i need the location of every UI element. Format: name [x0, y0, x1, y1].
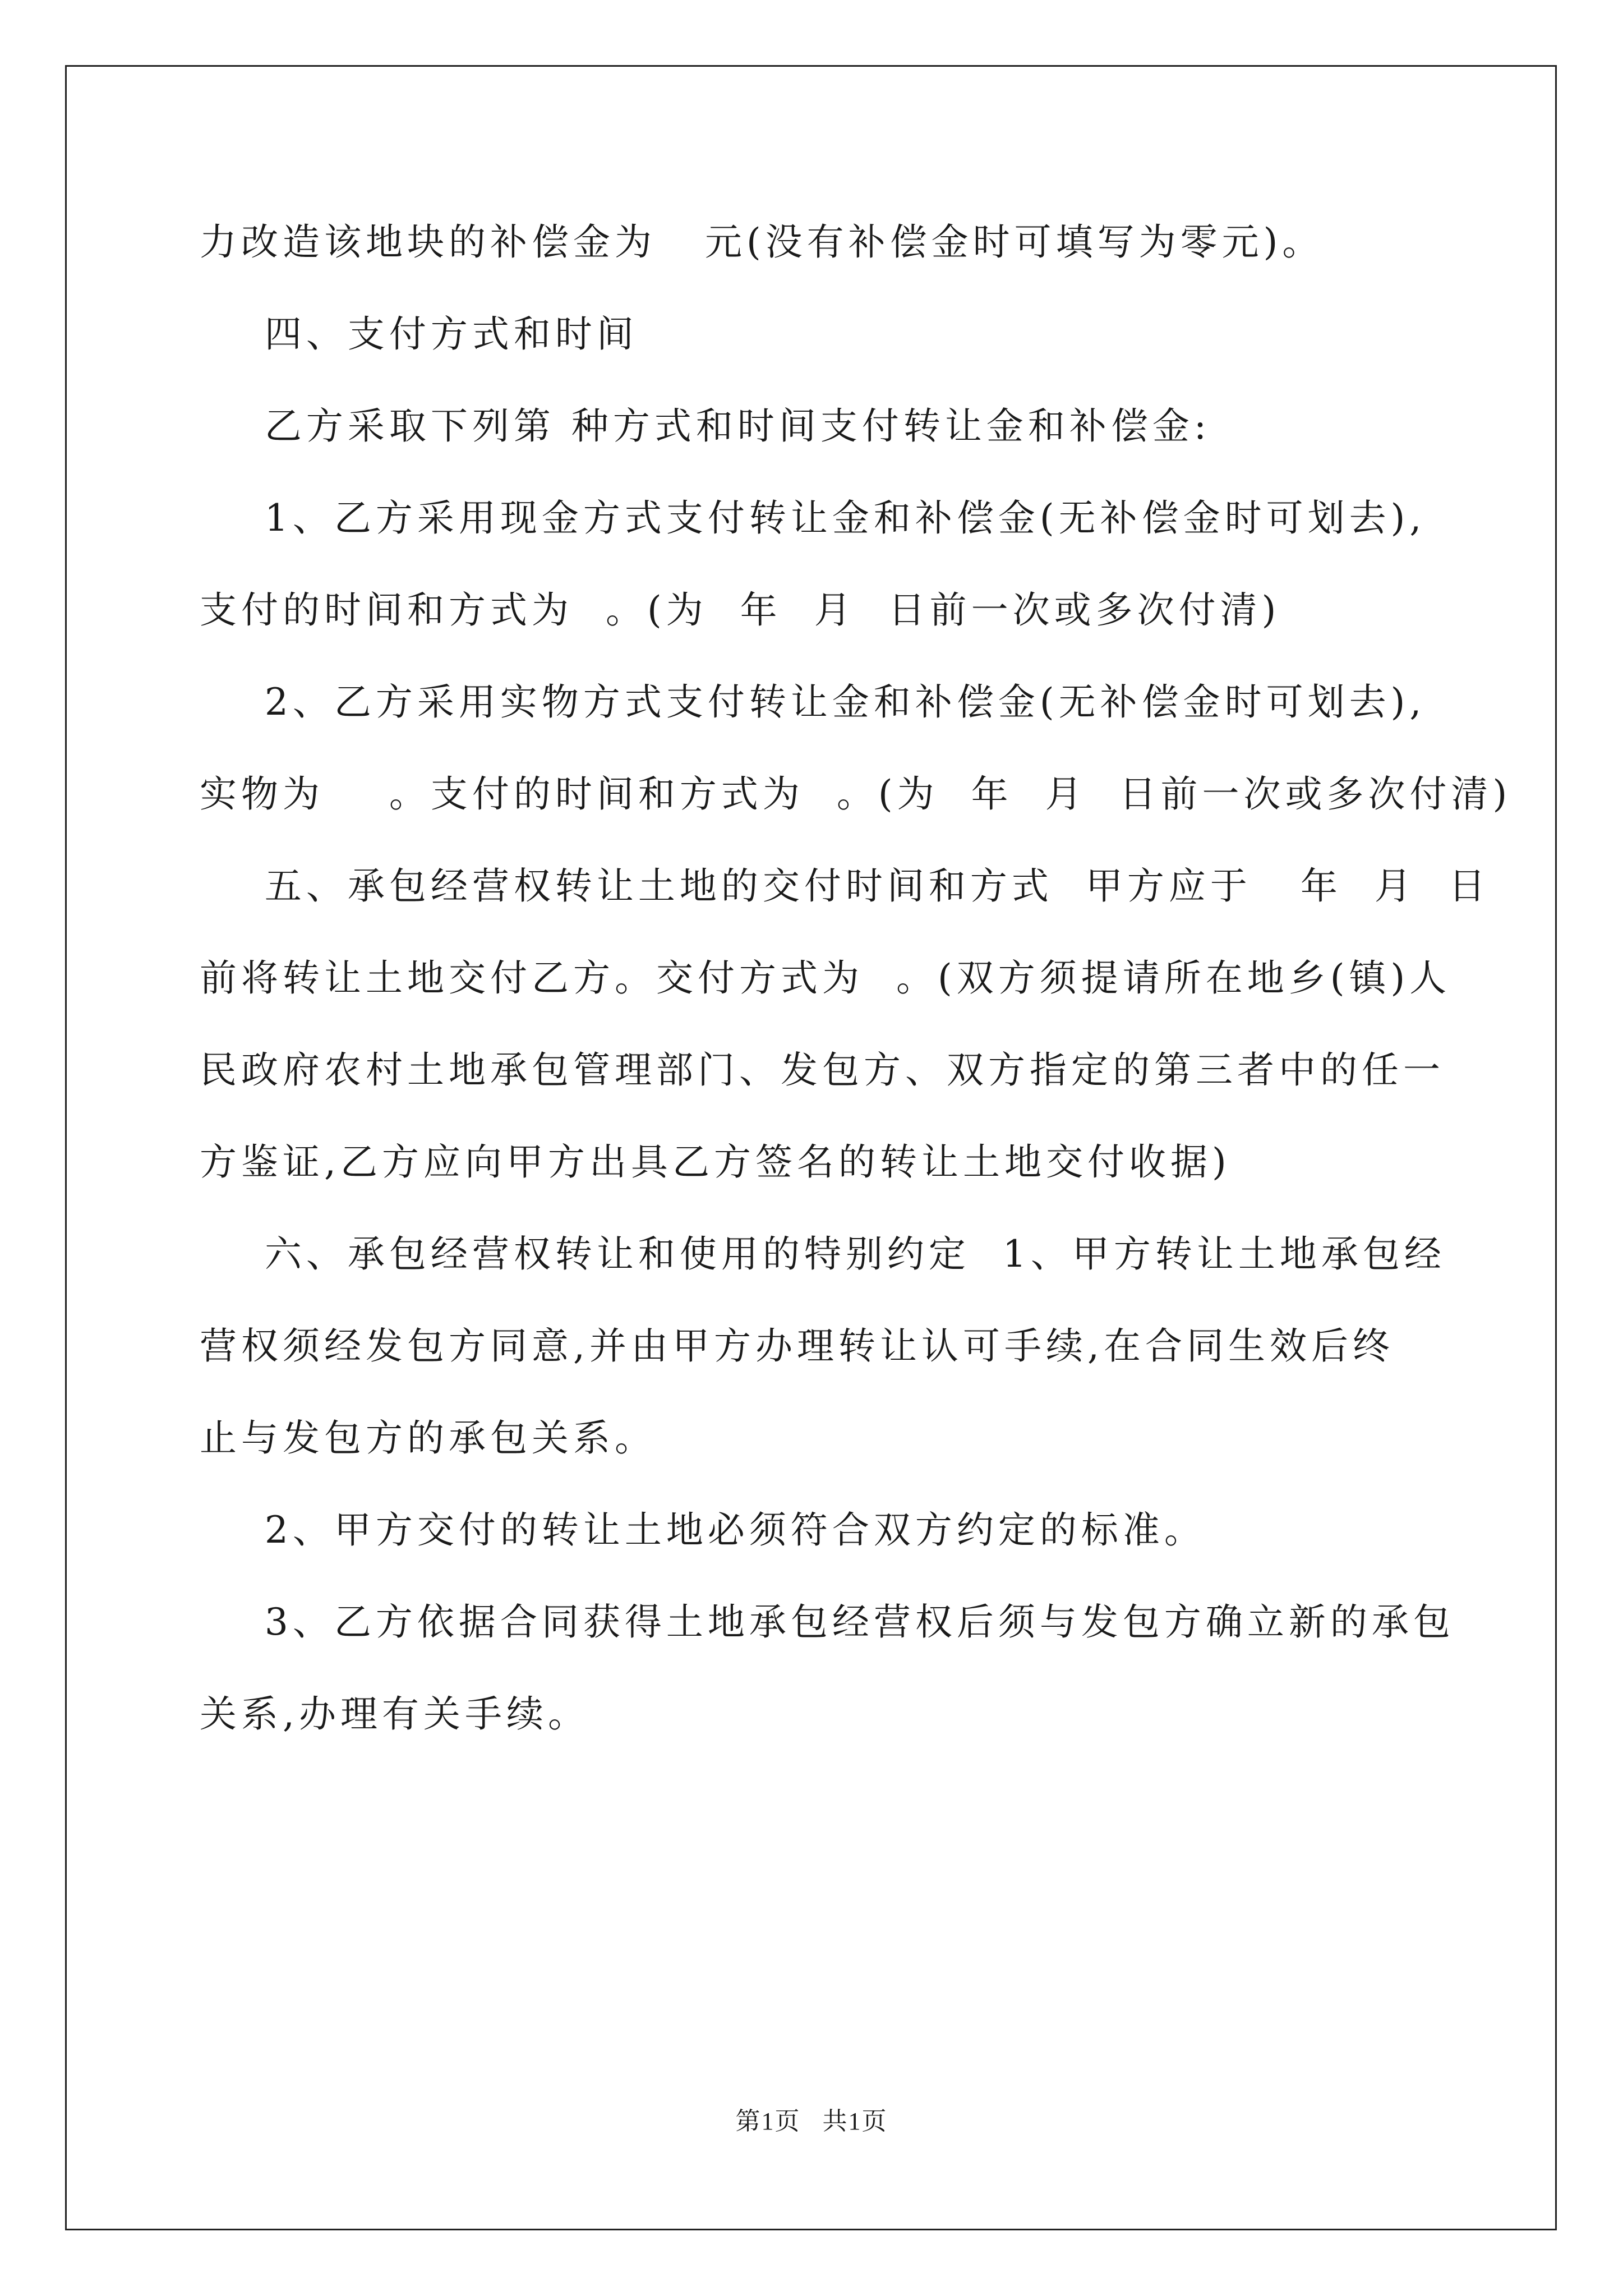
text-line: 乙方采取下列第 种方式和时间支付转让金和补偿金: — [200, 404, 1211, 448]
text-line: 实物为 。支付的时间和方式为 。(为 年 月 日前一次或多次付清) — [200, 772, 1512, 816]
section-heading: 四、支付方式和时间 — [200, 312, 638, 356]
text-line: 前将转让土地交付乙方。交付方式为 。(双方须提请所在地乡(镇)人 — [200, 956, 1451, 1000]
text-line: 止与发包方的承包关系。 — [200, 1416, 656, 1460]
text-line: 营权须经发包方同意,并由甲方办理转让认可手续,在合同生效后终 — [200, 1324, 1394, 1368]
text-line: 3、乙方依据合同获得土地承包经营权后须与发包方确立新的承包 — [200, 1600, 1455, 1644]
document-body — [200, 196, 1512, 1760]
text-line: 2、甲方交付的转让土地必须符合双方约定的标准。 — [200, 1508, 1206, 1552]
page-number-footer: 第1页 共1页 — [735, 2108, 888, 2135]
section-heading: 六、承包经营权转让和使用的特别约定 1、甲方转让土地承包经 — [200, 1232, 1446, 1276]
text-line: 支付的时间和方式为 。(为 年 月 日前一次或多次付清) — [200, 588, 1281, 632]
text-line: 关系,办理有关手续。 — [200, 1692, 589, 1736]
text-line: 民政府农村土地承包管理部门、发包方、双方指定的第三者中的任一 — [200, 1048, 1445, 1092]
text-line: 2、乙方采用实物方式支付转让金和补偿金(无补偿金时可划去), — [200, 680, 1426, 724]
text-line: 力改造该地块的补偿金为 元(没有补偿金时可填写为零元)。 — [200, 220, 1324, 264]
text-line: 1、乙方采用现金方式支付转让金和补偿金(无补偿金时可划去), — [200, 496, 1426, 540]
section-heading: 五、承包经营权转让土地的交付时间和方式 甲方应于 年 月 日 — [200, 864, 1490, 908]
text-line: 方鉴证,乙方应向甲方出具乙方签名的转让土地交付收据) — [200, 1140, 1231, 1184]
